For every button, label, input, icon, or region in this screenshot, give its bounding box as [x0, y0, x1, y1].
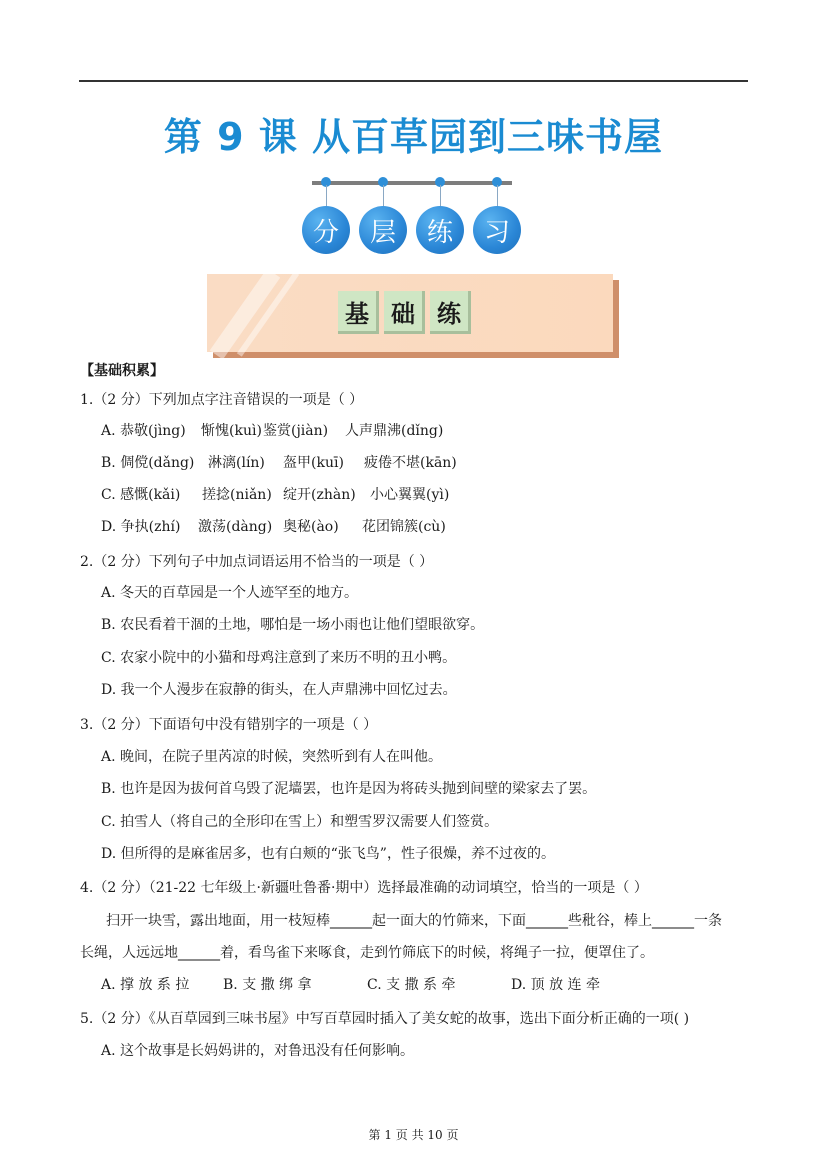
practice-char: 层	[359, 206, 407, 254]
option-item: 小心翼翼(yì)	[370, 487, 450, 503]
passage-line: 扫开一块雪，露出地面，用一枝短棒______起一面大的竹筛来，下面______些秕谷，棒上______一条	[106, 913, 722, 929]
option-row	[101, 516, 446, 536]
level-char: 练	[430, 291, 471, 334]
option-row	[101, 484, 449, 504]
top-rule	[79, 80, 748, 82]
option-row	[101, 452, 457, 472]
decor-stem	[326, 185, 327, 208]
option-item: 盔甲(kuī)	[283, 455, 344, 471]
option-item: 激荡(dàng)	[198, 519, 273, 535]
decor-stem	[497, 185, 498, 208]
option-item: B. 也许是因为拔何首乌毁了泥墙罢，也许是因为将砖头抛到间壁的梁家去了罢。	[101, 781, 597, 797]
option-item: D. 争执(zhí)	[101, 519, 181, 535]
level-label	[338, 291, 471, 334]
level-char: 基	[338, 291, 379, 334]
option-item: D. 但所得的是麻雀居多，也有白颊的“张飞鸟”，性子很燥，养不过夜的。	[101, 846, 555, 862]
practice-char: 分	[302, 206, 350, 254]
option-item: C. 农家小院中的小猫和母鸡注意到了来历不明的丑小鸭。	[101, 650, 457, 666]
option-item: C. 感慨(kǎi)	[101, 487, 181, 503]
option-item: 花团锦簇(cù)	[362, 519, 446, 535]
option-row	[101, 974, 600, 994]
practice-char: 习	[473, 206, 521, 254]
option-item: A. 晚间，在院子里芮凉的时候，突然听到有人在叫他。	[101, 749, 443, 765]
option-item: 绽开(zhàn)	[283, 487, 356, 503]
question-stem: 2.（2 分）下列句子中加点词语运用不恰当的一项是（ ）	[80, 554, 434, 570]
option-item: 搓捻(niǎn)	[202, 487, 272, 503]
option-item: 惭愧(kuì)	[201, 423, 262, 439]
option-item: A. 撑 放 系 拉	[101, 977, 190, 993]
option-item: D. 顶 放 连 牵	[511, 977, 600, 993]
option-item: 人声鼎沸(dǐng)	[345, 423, 444, 439]
question-stem: 5.（2 分）《从百草园到三味书屋》中写百草园时插入了美女蛇的故事，选出下面分析正确的一项( )	[80, 1011, 690, 1027]
option-item: B. 支 撒 绑 拿	[223, 977, 312, 993]
option-item: 疲倦不堪(kān)	[364, 455, 457, 471]
page-footer: 第 1 页 共 10 页	[368, 1128, 459, 1142]
decor-rail	[312, 181, 512, 185]
page-title: 第 9 课 从百草园到三味书屋	[163, 115, 664, 159]
passage-line: 长绳，人远远地______着，看鸟雀下来啄食，走到竹筛底下的时候，将绳子一拉，便罩住了。	[80, 945, 654, 961]
decor-stem	[383, 185, 384, 208]
option-item: A. 冬天的百草园是一个人迹罕至的地方。	[101, 585, 359, 601]
option-item: B. 农民看着干涸的土地，哪怕是一场小雨也让他们望眼欲穿。	[101, 617, 485, 633]
option-item: A. 恭敬(jìng)	[101, 423, 186, 439]
option-item: 鉴赏(jiàn)	[263, 423, 329, 439]
option-item: B. 倜傥(dǎng)	[101, 455, 195, 471]
option-item: D. 我一个人漫步在寂静的街头，在人声鼎沸中回忆过去。	[101, 682, 457, 698]
option-item: A. 这个故事是长妈妈讲的，对鲁迅没有任何影响。	[101, 1043, 415, 1059]
option-item: 奥秘(ào)	[283, 519, 339, 535]
question-stem: 3.（2 分）下面语句中没有错别字的一项是（ ）	[80, 717, 378, 733]
option-item: C. 拍雪人（将自己的全形印在雪上）和塑雪罗汉需要人们签赏。	[101, 814, 499, 830]
decor-stem	[440, 185, 441, 208]
option-item: C. 支 撒 系 牵	[367, 977, 456, 993]
level-char: 础	[384, 291, 425, 334]
option-row	[101, 420, 443, 440]
question-stem: 1.（2 分）下列加点字注音错误的一项是（ ）	[80, 392, 364, 408]
practice-char: 练	[416, 206, 464, 254]
question-stem: 4.（2 分）（21-22 七年级上·新疆吐鲁番·期中）选择最准确的动词填空，恰当的一项是（ ）	[80, 880, 648, 896]
option-item: 淋漓(lín)	[208, 455, 265, 471]
section-heading: 【基础积累】	[80, 363, 164, 379]
